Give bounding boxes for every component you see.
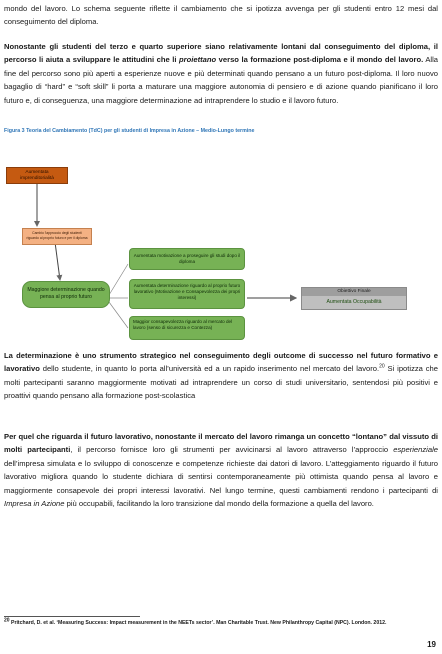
footnote-separator (4, 616, 140, 617)
objective-box (301, 287, 407, 310)
box-entrepreneurship (6, 167, 68, 184)
objective-text: Aumentata Occupabilità (326, 299, 382, 305)
box-work-determination-label: Aumentata determinazione riguardo al proprio futuro lavorativo (Motivazione e Consapevolezza dei propri interessi) (133, 283, 241, 300)
paragraph-determination-body: Alla fine del percorso sono più aperti a esperienze nuove e più determinati quando pensano a un futuro post-diploma. Il loro nuovo bagaglio di “hard” e “soft skill” li porta a maturare una maggiore autonomia di pensiero e di azione quando pianificano il loro futuro e, di conseguenza, una maggiore determinazione ad intraprendere lo studio e il lavoro futuro. (4, 55, 438, 105)
paragraph-strategic-tool (4, 349, 438, 403)
box-approach-change-label: Cambio l'approccio degli studenti riguardo al proprio futuro e per il diploma (26, 231, 88, 240)
paragraph-work-future-lead: Per quel che riguarda il futuro lavorativo, nonostante il mercato del lavoro rimanga un concetto “lontano” dal vissuto di molti partecipanti (4, 432, 438, 455)
paragraph-determination-lead (4, 42, 438, 64)
paragraph-strategic-tool-lead: La determinazione è uno strumento strategico nel conseguimento degli outcome di successo nel futuro formativo e lavorativo (4, 351, 438, 374)
box-study-motivation-label: Aumentata motivazione a proseguire gli studi dopo il diploma (133, 253, 241, 264)
lead-italic: proiettano (179, 55, 217, 65)
work-future-italic-1: esperienziale (393, 445, 438, 455)
box-market-awareness (129, 316, 245, 340)
paragraph-intro-text: mondo del lavoro. Lo schema seguente riflette il cambiamento che si ipotizza avvenga per gli studenti entro 12 mesi dal conseguimento del diploma. (4, 4, 438, 27)
work-future-part-1: , il percorso fornisce loro gli strumenti per avvicinarsi al lavoro attraverso l’approccio (70, 445, 394, 455)
box-work-determination (129, 279, 245, 309)
paragraph-intro (4, 2, 438, 29)
work-future-italic-2: Impresa in Azione (4, 499, 65, 509)
paragraph-determination (4, 40, 438, 107)
work-future-part-2: dell’impresa simulata e lo sviluppo di conoscenze e competenze richieste dai datori di lavoro. L’atteggiamento riguardo il futuro lavorativo migliora quando lo studente dichiara di sentirsi contemporaneamente più ottimista quando pensa al lavoro e maggiormente consapevole dei propri interessi lavorativi. Nel lungo termine, questi cambiamenti rendono i partecipanti di (4, 458, 438, 495)
page-number: 19 (427, 640, 436, 649)
figure-caption: Figura 3 Teoria del Cambiamento (TdC) per gli studenti di Impresa in Azione – Medio-Lungo termine (4, 128, 255, 134)
footnote-text: Pritchard, D. et al. ‘Measuring Success: Impact measurement in the NEETs sector’. Man Charitable Trust. New Philanthropy Capital (NPC). London. 2012. (9, 620, 387, 626)
footnote (4, 617, 434, 627)
box-market-awareness-label: Maggior consapevolezza riguardo al mercato del lavoro (senso di sicurezza e Contezza) (133, 319, 233, 330)
paragraph-work-future (4, 430, 438, 510)
objective-header: Obiettivo Finale (302, 288, 406, 296)
paragraph-strategic-tool-body: dello studente, in quanto lo porta all’università ed a un rapido inserimento nel mercato del lavoro. (39, 364, 380, 374)
box-entrepreneurship-label: Aumentata imprenditorialità (20, 170, 54, 181)
footnote-ref-20[interactable]: 20 (379, 363, 385, 370)
lead-part-1: Nonostante gli studenti del terzo e quarto superiore siano relativamente lontani dal conseguimento del diploma, il percorso li aiuta a sviluppare le attitudini che li (4, 42, 438, 65)
footnote-number: 20 (4, 617, 10, 624)
connector-center-r3 (109, 302, 128, 328)
connector-center-r1 (109, 264, 128, 295)
theory-of-change-diagram (0, 140, 442, 340)
box-determination-label: Maggiore determinazione quando pensa al proprio futuro (27, 287, 105, 300)
box-study-motivation (129, 248, 245, 270)
box-determination (22, 281, 110, 308)
lead-part-2: verso la formazione post-diploma e il mondo del lavoro. (216, 55, 424, 65)
paragraph-strategic-tool-tail: Si ipotizza che molti partecipanti saranno maggiormente motivati ad intraprendere un corso di studi universitario, sentendosi più positivi e proattivi quando pensano alla formazione post-scolastica (4, 364, 438, 401)
box-approach-change (22, 228, 92, 245)
work-future-part-3: più occupabili, facilitando la loro transizione dal mondo della formazione a quella del lavoro. (64, 499, 374, 509)
connector-mid-center (55, 242, 60, 280)
